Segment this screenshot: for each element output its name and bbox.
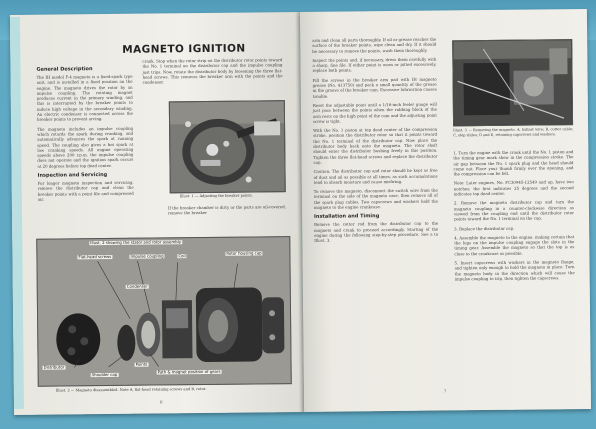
- callout-label: Rotor housing cap: [226, 250, 262, 256]
- left-column-1: [36, 66, 133, 202]
- callout-label: Shoulder cap: [91, 371, 118, 378]
- callout-label: Impulse coupling: [130, 253, 164, 259]
- figure-2-caption: Illust. 2 — Magneto disassembled. Note A, flat-head retaining screws and B, rotor.: [55, 386, 207, 393]
- page-edge-strip: [10, 17, 24, 409]
- paragraph: 5. Insert capscrews with washers in the magneto flange, and tighten only enough to hold the magneto in place. Turn the magneto body in the direction which will cause the impulse coupling to trip, then tighten the capscrews.: [454, 259, 575, 282]
- paragraph: crank. Stop when the rotor strip on the distributor rotor points toward the No. 1 terminal on the distributor cap and the impulse coupling just trips. Now, rotate the distributor body by loosening the three flat-head screws. This removes the breaker arm with the points and the condenser.: [142, 57, 283, 85]
- callout-label: Distributor: [43, 364, 65, 370]
- figure-3-caption-block: [453, 127, 573, 137]
- paragraph: The magneto includes an impulse coupling which retards the spark during cranking, and automatically advances the spark at running speed. The coupling also gives a hot spark at low cranking speeds. All engine operating speeds above 200 r.p.m. the impulse coupling does not operate and the ignition spark occurs at 20 degrees before top dead center.: [37, 125, 134, 169]
- figure-3-caption: Illust. 3 — Removing the magneto. A, ballast wire; B, cotter cable; C, stop slides; D and E, retaining capscrews and washers.: [453, 127, 574, 137]
- paragraph: arm and clean all parts thoroughly. If oil or grease reaches the surface of the breaker points, wipe clean and dry. If it should be necessary to remove the points, wash them thoroughly.: [312, 36, 437, 54]
- section-heading-inspection: Inspection and Servicing: [37, 172, 108, 179]
- left-page: [10, 12, 304, 415]
- paragraph: To remove the magneto, disconnect the switch wire from the terminal on the side of the magneto case, then remove all of the spark plug cables. Two capscrews and washers hold the magneto to the engine crankcase.: [313, 187, 438, 210]
- paragraph: Fill the screws in the breaker arm pad with IH magneto grease (No. 413750) and pack a small quantity of the grease in the groove of the breaker cam. Excessive lubrication causes trouble.: [312, 76, 437, 99]
- paragraph: 1. Turn the engine with the crank until the No. 1 piston and the timing gear mark show in the compression stroke. The air gap between the No. 1 spark plug and the head should come out. Place your thumb firmly over the opening, and the compression can be felt.: [453, 149, 574, 177]
- paragraph: For longer magneto inspection and servicing, remove the distributor cap and clean the breaker points with a point file and compressed air.: [37, 179, 134, 202]
- page-number: 6: [159, 399, 163, 405]
- engine-magneto-photo: [453, 40, 572, 125]
- page-title: MAGNETO IGNITION: [122, 42, 246, 56]
- paragraph: Reset the adjustable point until a 1/16-inch feeler gauge will just pass between the points when the rubbing block of the arm rests on the high point of the cam and the adjusting point screw is tight.: [312, 101, 437, 124]
- callout-label: Coil: [178, 253, 186, 259]
- paragraph: 3. Replace the distributor cap.: [454, 225, 515, 231]
- page-number: 7: [443, 388, 447, 394]
- callout-label: Points: [135, 361, 148, 367]
- callout-label: Condenser: [126, 283, 148, 289]
- right-column-1: [312, 37, 438, 244]
- right-column-2: [453, 149, 574, 281]
- figure-1-caption: Illust. 1 — Adjusting the breaker points.: [179, 193, 253, 199]
- figure-1-photo: [169, 100, 286, 193]
- left-column-2-top: [142, 57, 282, 85]
- figure-3-photo: [452, 39, 573, 126]
- callout-label: Path & magnet position of gears: [157, 368, 221, 375]
- magneto-points-photo: [170, 101, 285, 192]
- paragraph: With the No. 1 piston at top dead center of the compression stroke, position the distributor rotor so that it points toward the No. 1 terminal of the distributor cap. Now place the distributor body back onto the magneto. The rotor shaft should enter the distributor bushing freely in this position. Tighten the three flat-head screws and replace the distributor cap.: [313, 126, 438, 165]
- callout-label: Illust. 2 showing the stator and rotor assembly: [90, 239, 182, 246]
- paragraph: 4. Assemble the magneto to the engine, making certain that the lugs on the impulse coupling engage the slots in the timing gear. Assemble the magneto so that the top is as close to the crankcase as possible.: [454, 233, 575, 257]
- section-heading-general: General Description: [36, 66, 93, 73]
- paragraph: Inspect the points and, if necessary, dress them carefully with a sharp, fine file. If either point is worn or pitted excessively, replace both points.: [312, 56, 437, 74]
- right-page: [300, 9, 591, 412]
- note-paragraph: Note: Later engines, No. FC30945-12549 and up, have two notches; the first indicates 25 degrees and the second indicates top dead center.: [453, 179, 574, 197]
- caution-paragraph: Caution: The distributor cap and rotor should be kept as free of dust and oil as possible at all times, as such accumulations tend to absorb moisture and cause misfiring.: [313, 167, 438, 185]
- paragraph: The IH model F-4 magneto is a fixed-spark type unit, and is installed in a fixed position on the engine. The magneto drives the rotor by an impulse coupling. The rotating magnet produces current in the primary winding, and this is interrupted by the breaker points to induce high voltage in the secondary winding. An electric condenser is connected across the breaker points to prevent arcing.: [36, 73, 133, 123]
- left-column-2-bottom: [168, 204, 286, 216]
- paragraph: 2. Remove the magneto distributor cap and turn the magneto coupling in a counter-clockwise direction as viewed from the coupling end until the distributor rotor points toward the No. 1 terminal on the cap.: [453, 199, 575, 222]
- disassembled-magneto-photo: [37, 237, 291, 386]
- paragraph: If the breaker chamber is dirty or the parts are oil-covered, remove the breaker: [167, 204, 286, 216]
- section-heading-installation: Installation and Timing: [313, 213, 380, 221]
- callout-label: Flat-head screws: [78, 253, 112, 260]
- figure-2-photo: [36, 236, 292, 387]
- open-booklet: [4, 9, 593, 420]
- paragraph: Remove the cotter rod from the distributor cap to the magneto and crank to proceed accordingly. Starting of the engine during the following step-by-step procedure. See a to Illust. 3.: [314, 220, 439, 244]
